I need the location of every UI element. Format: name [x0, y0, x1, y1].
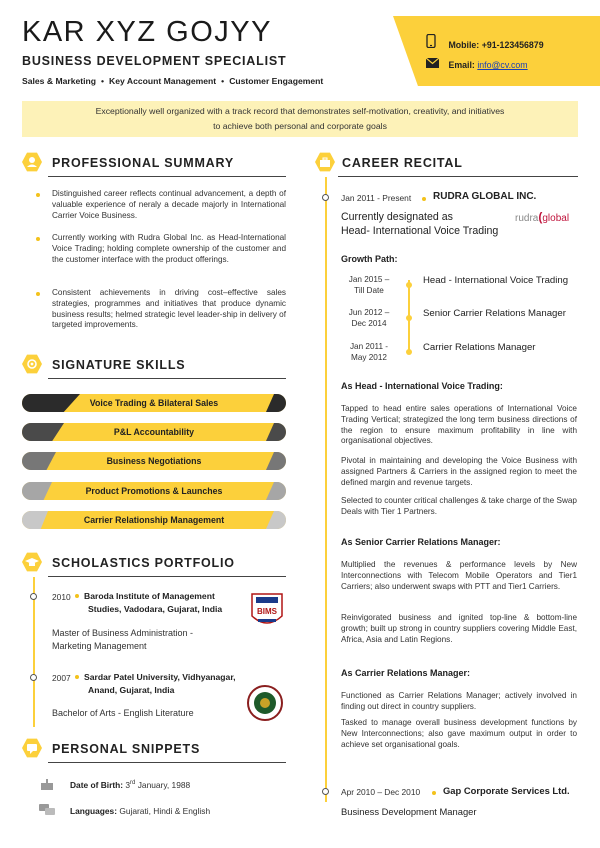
- languages-value: Gujarati, Hindi & English: [119, 806, 211, 816]
- mobile-number[interactable]: +91-123456879: [481, 40, 544, 50]
- key-tags: Sales & Marketing • Key Account Management • Customer Engagement: [22, 76, 324, 86]
- role-heading: As Carrier Relations Manager:: [341, 668, 471, 678]
- skill-label: Business Negotiations: [106, 456, 202, 466]
- svg-text:BIMS: BIMS: [257, 607, 277, 616]
- current-dates: Jan 2011 - Present: [341, 193, 412, 203]
- growth-dot: [406, 315, 412, 321]
- personal-rule: [48, 762, 286, 763]
- email-row: [426, 58, 528, 70]
- languages-label: Languages:: [70, 806, 117, 816]
- timeline-dot: [322, 788, 329, 795]
- mobile-label: Mobile:: [448, 40, 480, 50]
- email-label: Email:: [448, 60, 475, 70]
- tagline-banner: [22, 101, 578, 137]
- edu-degree-line2: Marketing Management: [52, 641, 147, 651]
- personal-title: PERSONAL SNIPPETS: [52, 742, 201, 756]
- summary-title: PROFESSIONAL SUMMARY: [52, 156, 234, 170]
- role-paragraph: Tasked to manage overall business development functions by New Interconnections; also gave maximum output in order to achieve set organisational goals.: [341, 718, 577, 749]
- timeline-dot: [30, 674, 37, 681]
- rudra-global-logo: rudra(global: [515, 210, 570, 224]
- candidate-role: BUSINESS DEVELOPMENT SPECIALIST: [22, 54, 287, 68]
- growth-date: [341, 341, 397, 363]
- contact-panel: [393, 16, 600, 86]
- role-paragraph: Functioned as Carrier Relations Manager; actively involved in finding out direct in country suppliers.: [341, 691, 577, 711]
- skills-title: SIGNATURE SKILLS: [52, 358, 186, 372]
- tagline-line1: Exceptionally well organized with a track record that demonstrates self-motivation, creativity, and initiatives: [95, 106, 505, 116]
- role-paragraph: Reinvigorated business and ignited top-line & bottom-line growth; built up strong in country suppliers covering Middle East, Africa, Asia and Latin Regions.: [341, 613, 577, 644]
- timeline-dot: [30, 593, 37, 600]
- summary-rule: [48, 176, 286, 177]
- edu-institute: Baroda Institute of Management: [70, 591, 215, 602]
- growth-role: Head - International Voice Trading: [423, 275, 569, 286]
- current-designation-line2: Head- International Voice Trading: [341, 225, 499, 237]
- skill-label: Carrier Relationship Management: [83, 515, 225, 525]
- growth-date-end: Dec 2014: [351, 319, 387, 328]
- growth-dot: [406, 349, 412, 355]
- education-rule: [48, 576, 286, 577]
- timeline-dot: [322, 194, 329, 201]
- bullet-dot: [36, 292, 40, 296]
- languages-row: [70, 806, 210, 816]
- role-paragraph: Tapped to head entire sales operations of International Voice Trading Vertical; strategized the long term business directions of the region to ensure maximum profitability in line with organisational objectives.: [341, 404, 577, 446]
- bullet-dot: [36, 193, 40, 197]
- person-icon: [22, 152, 42, 172]
- growth-role: Senior Carrier Relations Manager: [423, 308, 566, 319]
- role-heading: As Head - International Voice Trading:: [341, 381, 503, 391]
- previous-dates: Apr 2010 – Dec 2010: [341, 787, 421, 797]
- summary-bullet: Distinguished career reflects continual advancement, a depth of valuable experience of neraly a decade majorly in International Carrier Voice Business.: [52, 189, 286, 220]
- speech-bubbles-icon: [39, 803, 55, 820]
- growth-date-end: May 2012: [351, 353, 387, 362]
- edu-degree: Master of Business Administration -: [52, 628, 194, 638]
- graduation-cap-icon: [22, 552, 42, 572]
- dob-row: [70, 780, 190, 790]
- skill-bar: [22, 423, 286, 441]
- current-company: RUDRA GLOBAL INC.: [433, 191, 537, 202]
- tag-item: Customer Engagement: [229, 76, 324, 86]
- skill-bar: [22, 394, 286, 412]
- skill-bar: [22, 511, 286, 529]
- skill-label: Product Promotions & Launches: [85, 486, 223, 496]
- dob-rest: January, 1988: [135, 780, 191, 790]
- career-rule: [338, 176, 578, 177]
- tagline-line2: to achieve both personal and corporate goals: [213, 121, 387, 131]
- edu-institute: Sardar Patel University, Vidhyanagar,: [70, 672, 236, 683]
- growth-date-start: Jan 2011 -: [349, 342, 389, 351]
- growth-role: Carrier Relations Manager: [423, 342, 536, 353]
- growth-date-start: Jun 2012 –: [348, 308, 390, 317]
- email-link[interactable]: info@cv.com: [477, 60, 528, 70]
- role-paragraph: Selected to counter critical challenges & take charge of the Swap Deals with Tier 1 Partners.: [341, 496, 577, 516]
- mobile-row: [426, 34, 544, 50]
- envelope-icon: [426, 58, 440, 70]
- dob-day: 3: [125, 780, 131, 790]
- growth-date: [341, 274, 397, 296]
- growth-dot: [406, 282, 412, 288]
- edu-year: 2007: [52, 673, 71, 683]
- summary-bullet: Currently working with Rudra Global Inc. as Head-International Voice Trading; holding complete ownership of the customer and the customer interface with the product offerings.: [52, 233, 286, 264]
- skill-label: Voice Trading & Bilateral Sales: [89, 398, 219, 408]
- role-heading: As Senior Carrier Relations Manager:: [341, 537, 501, 547]
- cake-icon: [40, 777, 54, 794]
- university-seal-logo: [246, 684, 284, 722]
- career-timeline: [325, 177, 327, 802]
- edu-degree: Bachelor of Arts - English Literature: [52, 708, 194, 718]
- growth-date: [341, 307, 397, 329]
- growth-date-start: Jan 2015 –: [348, 275, 390, 284]
- skills-icon: [22, 354, 42, 374]
- bims-logo: [250, 592, 284, 632]
- skill-bar: [22, 452, 286, 470]
- chat-icon: [22, 738, 42, 758]
- role-paragraph: Pivotal in maintaining and developing the Voice Business with assigned Partners & Carriers in the assigned region to meet the defined margin and revenue targets.: [341, 456, 577, 487]
- bullet-dot: [36, 237, 40, 241]
- previous-role: Business Development Manager: [341, 806, 477, 817]
- current-designation: Currently designated as: [341, 211, 453, 223]
- tag-item: Sales & Marketing: [22, 76, 97, 86]
- bullet-dot: [432, 791, 436, 795]
- growth-title: Growth Path:: [341, 254, 398, 264]
- growth-date-end: Till Date: [354, 286, 384, 295]
- skill-label: P&L Accountability: [113, 427, 195, 437]
- education-title: SCHOLASTICS PORTFOLIO: [52, 556, 235, 570]
- previous-company: Gap Corporate Services Ltd.: [443, 785, 570, 796]
- dob-label: Date of Birth:: [70, 780, 124, 790]
- phone-icon: [426, 34, 440, 50]
- edu-year: 2010: [52, 592, 71, 602]
- role-paragraph: Multiplied the revenues & performance levels by New Interconnections with Telecom Mobile Operators and Tier1 Carriers; also underwent swaps with PTT and Tier1 Carriers.: [341, 560, 577, 591]
- summary-bullet: Consistent achievements in driving cost–effective sales strategies, programmes and initiatives that produce dynamic business results; helmed strategic level leader-ship in delivery of targeted improvements.: [52, 288, 286, 330]
- dob-suffix: rd: [130, 780, 136, 787]
- skills-rule: [48, 378, 286, 379]
- career-title: CAREER RECITAL: [342, 156, 463, 170]
- candidate-name: KAR XYZ GOJYY: [22, 16, 272, 48]
- edu-institute-line2: Anand, Gujarat, India: [88, 685, 175, 695]
- tag-item: Key Account Management: [109, 76, 217, 86]
- briefcase-icon: [315, 152, 335, 172]
- skill-bar: [22, 482, 286, 500]
- bullet-dot: [422, 197, 426, 201]
- edu-institute-line2: Studies, Vadodara, Gujarat, India: [88, 604, 223, 614]
